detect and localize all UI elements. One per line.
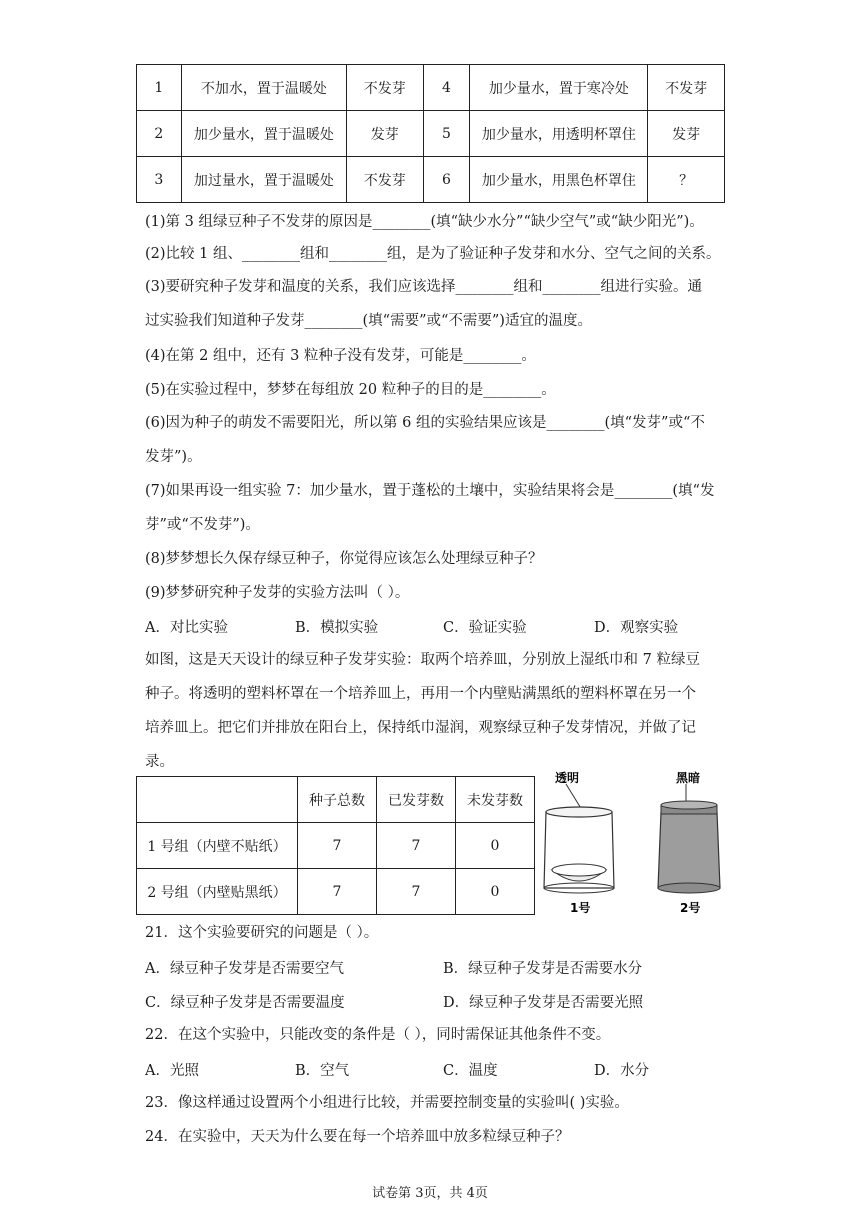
page-footer: 试卷第 3页，共 4页 [372,1186,488,1201]
question-23: 23．像这样通过设置两个小组进行比较，并需要控制变量的实验叫( )实验。 [145,1095,629,1111]
intro-line: 种子。将透明的塑料杯罩在一个培养皿上，再用一个内壁贴满黑纸的塑料杯罩在另一个 [145,686,696,702]
question-6: (6)因为种子的萌发不需要阳光，所以第 6 组的实验结果应该是________(填“发芽”或“不 [145,415,705,431]
q22-option-a: A．光照 [145,1063,199,1079]
question-24: 24．在实验中，天天为什么要在每一个培养皿中放多粒绿豆种子？ [145,1129,570,1145]
question-7: (7)如果再设一组实验 7：加少量水，置于蓬松的土壤中，实验结果将会是________(填“发 [145,483,715,499]
table-row [137,111,725,157]
table-header-cell: 未发芽数 [456,777,535,823]
table-cell: ？ [648,157,725,203]
question-2: (2)比较 1 组、________组和________组，是为了验证种子发芽和水分、空气之间的关系。 [145,246,721,262]
question-6-continued: 发芽”)。 [145,449,202,465]
q21-option-d: D．绿豆种子发芽是否需要光照 [443,995,644,1011]
table-cell: 不发芽 [346,65,423,111]
question-9: (9)梦梦研究种子发芽的实验方法叫（ ）。 [145,585,410,601]
question-7-continued: 芽”或“不发芽”)。 [145,517,260,533]
question-21: 21．这个实验要研究的问题是（ ）。 [145,925,379,941]
dark-cup-illustration [658,784,720,893]
intro-line: 如图，这是天天设计的绿豆种子发芽实验：取两个培养皿，分别放上湿纸巾和 7 粒绿豆 [145,652,700,668]
table-row [137,869,535,915]
table-cell: 1 [137,65,182,111]
q21-option-c: C．绿豆种子发芽是否需要温度 [145,995,345,1011]
table-cell: 2 号组（内壁贴黑纸） [137,869,298,915]
q9-option-c: C．验证实验 [443,620,527,636]
table-cell: 加少量水，用黑色杯罩住 [470,157,648,203]
label-dark: 黑暗 [676,771,701,785]
table-cell: 1 号组（内壁不贴纸） [137,823,298,869]
table-cell: 6 [423,157,470,203]
table-cell: 加少量水，用透明杯罩住 [470,111,648,157]
table-cell: 5 [423,111,470,157]
question-4: (4)在第 2 组中，还有 3 粒种子没有发芽，可能是________。 [145,348,536,364]
question-22: 22．在这个实验中，只能改变的条件是（ ），同时需保证其他条件不变。 [145,1027,611,1043]
table-cell: 发芽 [648,111,725,157]
caption-cup-1: 1号 [570,901,591,915]
table-cell: 7 [298,823,377,869]
question-5: (5)在实验过程中，梦梦在每组放 20 粒种子的目的是________。 [145,382,556,398]
q22-option-d: D．水分 [594,1063,650,1079]
q9-option-d: D．观察实验 [594,620,679,636]
table-header-cell [137,777,298,823]
q22-option-b: B．空气 [295,1063,350,1079]
q22-option-c: C．温度 [443,1063,498,1079]
table-header-row [137,777,535,823]
q21-option-a: A．绿豆种子发芽是否需要空气 [145,961,344,977]
table-cell: 7 [377,823,456,869]
table-cell: 加过量水，置于温暖处 [181,157,346,203]
table-cell: 加少量水，置于寒冷处 [470,65,648,111]
table-cell: 加少量水，置于温暖处 [181,111,346,157]
table-cell: 7 [298,869,377,915]
germination-record-table [136,776,535,915]
table-header-cell: 种子总数 [298,777,377,823]
table-cell: 4 [423,65,470,111]
q9-option-a: A．对比实验 [145,620,228,636]
table-cell: 0 [456,823,535,869]
table-cell: 7 [377,869,456,915]
question-8: (8)梦梦想长久保存绿豆种子，你觉得应该怎么处理绿豆种子？ [145,551,543,567]
table-cell: 不发芽 [648,65,725,111]
table-row [137,157,725,203]
experiment-figure [536,770,730,920]
intro-line: 培养皿上。把它们并排放在阳台上，保持纸巾湿润，观察绿豆种子发芽情况，并做了记 [145,720,696,736]
intro-line: 录。 [145,754,174,770]
question-1: (1)第 3 组绿豆种子不发芽的原因是________(填“缺少水分”“缺少空气”或“缺少阳光”)。 [145,214,704,230]
table-cell: 发芽 [346,111,423,157]
question-3-continued: 过实验我们知道种子发芽________(填“需要”或“不需要”)适宜的温度。 [145,313,592,329]
table-cell: 不加水，置于温暖处 [181,65,346,111]
table-row [137,823,535,869]
q9-option-b: B．模拟实验 [295,620,379,636]
caption-cup-2: 2号 [680,901,701,915]
table-row [137,65,725,111]
table-cell: 2 [137,111,182,157]
question-3: (3)要研究种子发芽和温度的关系，我们应该选择________组和________组进行实验。通 [145,279,703,295]
transparent-cup-illustration [544,784,614,893]
experiment-table [136,64,725,203]
q21-option-b: B．绿豆种子发芽是否需要水分 [443,961,643,977]
table-header-cell: 已发芽数 [377,777,456,823]
table-cell: 3 [137,157,182,203]
table-cell: 0 [456,869,535,915]
label-transparent: 透明 [555,771,580,785]
table-cell: 不发芽 [346,157,423,203]
